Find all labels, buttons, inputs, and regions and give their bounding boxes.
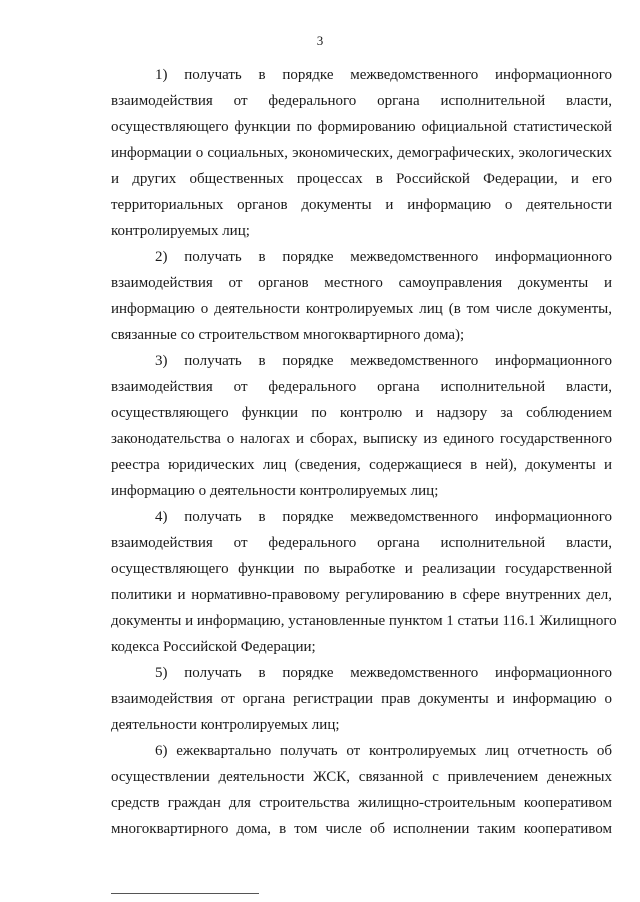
text-line: осуществляющего функции по выработке и реализации государственной <box>111 561 612 577</box>
text-line: 2) получать в порядке межведомственного информационного <box>155 249 612 265</box>
text-line: 5) получать в порядке межведомственного информационного <box>155 665 612 681</box>
text-line: взаимодействия от органа регистрации прав документы и информацию о <box>111 691 612 707</box>
text-line: связанные со строительством многоквартирного дома); <box>111 327 465 343</box>
paragraph-item-6 <box>111 742 612 846</box>
text-line: 4) получать в порядке межведомственного информационного <box>155 509 612 525</box>
paragraph-item-2 <box>111 248 612 352</box>
text-line: реестра юридических лиц (сведения, содержащиеся в ней), документы и <box>111 457 612 473</box>
text-line: информации о социальных, экономических, демографических, экологических <box>111 145 612 161</box>
text-line: 3) получать в порядке межведомственного информационного <box>155 353 612 369</box>
text-line: многоквартирного дома, в том числе об исполнении таким кооперативом <box>111 821 612 837</box>
text-line: средств граждан для строительства жилищно-строительным кооперативом <box>111 795 612 811</box>
text-line: 1) получать в порядке межведомственного информационного <box>155 67 612 83</box>
text-line: взаимодействия от федерального органа исполнительной власти, <box>111 93 612 109</box>
text-line: и других общественных процессах в Российской Федерации, и его <box>111 171 612 187</box>
text-line: взаимодействия от органов местного самоуправления документы и <box>111 275 612 291</box>
text-line: информацию о деятельности контролируемых лиц (в том числе документы, <box>111 301 612 317</box>
paragraph-item-1 <box>111 66 612 248</box>
text-line: законодательства о налогах и сборах, выписку из единого государственного <box>111 431 612 447</box>
text-line: 6) ежеквартально получать от контролируемых лиц отчетность об <box>155 743 612 759</box>
text-line: осуществляющего функции по формированию официальной статистической <box>111 119 612 135</box>
text-line: осуществляющего функции по контролю и надзору за соблюдением <box>111 405 612 421</box>
text-line: контролируемых лиц; <box>111 223 250 239</box>
text-line: документы и информацию, установленные пунктом 1 статьи 116.1 Жилищного <box>111 613 617 629</box>
text-line: кодекса Российской Федерации; <box>111 639 316 655</box>
footnote-divider <box>111 893 259 894</box>
paragraph-item-4 <box>111 508 617 664</box>
text-line: территориальных органов документы и информацию о деятельности <box>111 197 612 213</box>
paragraph-item-3 <box>111 352 612 508</box>
paragraph-item-5 <box>111 664 612 742</box>
text-line: деятельности контролируемых лиц; <box>111 717 340 733</box>
text-line: взаимодействия от федерального органа исполнительной власти, <box>111 379 612 395</box>
text-line: взаимодействия от федерального органа исполнительной власти, <box>111 535 612 551</box>
text-line: политики и нормативно-правовому регулированию в сфере внутренних дел, <box>111 587 612 603</box>
page-number: 3 <box>316 33 324 48</box>
document-body <box>111 66 617 846</box>
text-line: информацию о деятельности контролируемых лиц; <box>111 483 439 499</box>
text-line: осуществлении деятельности ЖСК, связанной с привлечением денежных <box>111 769 612 785</box>
